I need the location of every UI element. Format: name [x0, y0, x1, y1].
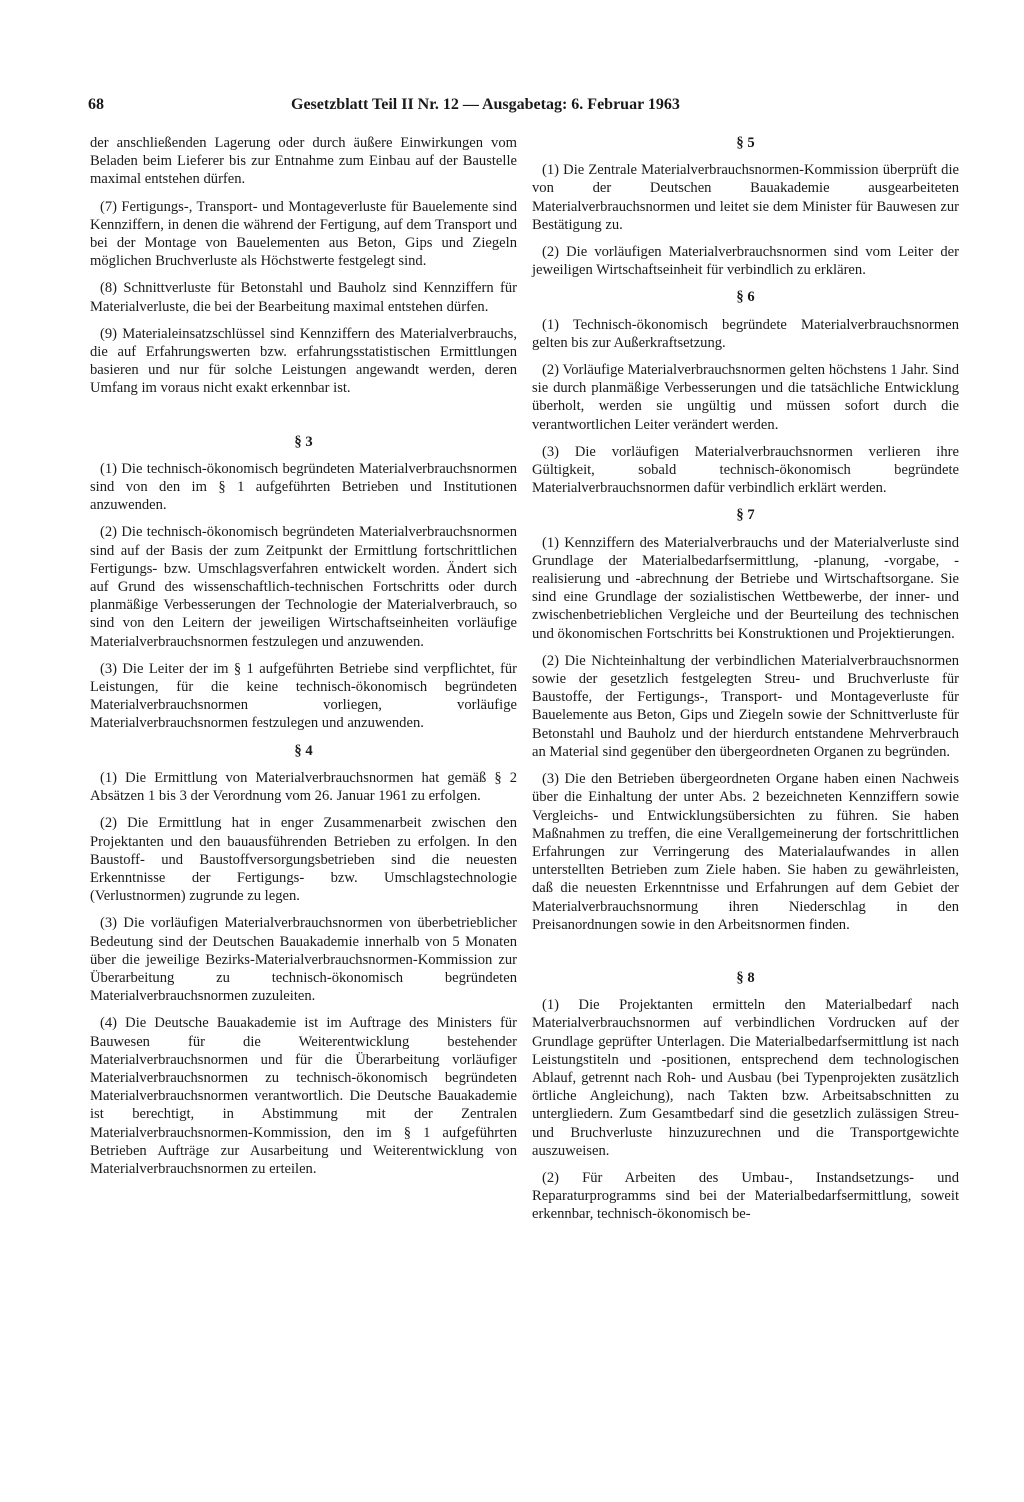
section-8-heading: § 8: [736, 969, 755, 986]
paragraph-8: (8) Schnittverluste für Betonstahl und Bauholz sind Kennziffern für Materialverluste, die bei der Bearbeitung maximal entstehen dürfen.: [90, 280, 517, 315]
section-4-paragraph-4: (4) Die Deutsche Bauakademie ist im Auftrage des Ministers für Bauwesen für die Weiterentwicklung bestehender Materialverbrauchsnormen und für die Überarbeitung vorläufiger Materialverbrauchsnormen zu technisch-ökonomisch begründeten Materialverbrauchsnormen verantwortlich. Die Deutsche Bauakademie ist berechtigt, in Abstimmung mit der Zentralen Materialverbrauchsnormen-Kommission, den im § 1 aufgeführten Betrieben Aufträge zur Ausarbeitung und Weiterentwicklung von Materialverbrauchsnormen zu erteilen.: [90, 1015, 517, 1177]
paragraph-continued: der anschließenden Lagerung oder durch äußere Einwirkungen vom Beladen beim Lieferer bis zur Entnahme zum Einbau auf der Baustelle maximal entstehen dürfen.: [90, 135, 517, 188]
spacer: [532, 943, 959, 961]
section-4-paragraph-2: (2) Die Ermittlung hat in enger Zusammenarbeit zwischen den Projektanten und den bauausführenden Betrieben zu erfolgen. In den Baustoff- und Baustoffversorgungsbetrieben sind die neuesten Erkenntnisse der Fertigungs- bzw. Umschlagstechnologie (Verlustnormen) zugrunde zu legen.: [90, 815, 517, 905]
section-7-paragraph-1: (1) Kennziffern des Materialverbrauchs und der Materialverluste sind Grundlage der Materialbedarfsermittlung, -planung, -vorgabe, -realisierung und -abrechnung der Betriebe und Wirtschaftsorgane. Sie sind eine Grundlage der sozialistischen Wettbewerbe, der inner- und zwischenbetrieblichen Vergleiche und der Beurteilung des technischen und ökonomischen Fortschritts bei Konstruktionen und Projektierungen.: [532, 534, 959, 642]
section-3-paragraph-2: (2) Die technisch-ökonomisch begründeten Materialverbrauchsnormen sind auf der Basis der zum Zeitpunkt der Ermittlung fortschrittlichen Fertigungs- bzw. Umschlagsverfahren entwickelt worden. Ändert sich auf Grund des wissenschaftlich-technischen Fortschritts oder durch planmäßige Verbesserungen der Technologie der Materialverbrauch, so sind von den Leitern der jeweiligen Wirtschaftseinheiten vorläufige Materialverbrauchsnormen festzulegen und anzuwenden.: [90, 524, 517, 650]
section-5-heading: § 5: [736, 135, 755, 151]
section-8-paragraph-2: (2) Für Arbeiten des Umbau-, Instandsetzungs- und Reparaturprogramms sind bei der Materialbedarfsermittlung, soweit erkennbar, technisch-ökonomisch be-: [532, 1169, 959, 1223]
section-4-heading: § 4: [294, 742, 313, 759]
section-7-paragraph-2: (2) Die Nichteinhaltung der verbindlichen Materialverbrauchsnormen sowie der gesetzlich festgelegten Streu- und Bruchverluste für Baustoffe, der Fertigungs-, Transport- und Montageverluste für Bauelemente aus Beton, Gips und Ziegeln sowie der Schnittverluste für Betonstahl und Bauholz und der hierdurch entstandene Mehrverbrauch an Material sind gegenüber den übergeordneten Organen zu begründen.: [532, 652, 959, 760]
section-7-paragraph-3: (3) Die den Betrieben übergeordneten Organe haben einen Nachweis über die Einhaltung der unter Abs. 2 bezeichneten Kennziffern sowie Vergleichs- und Entwicklungsübersichten zu führen. Sie haben Maßnahmen zu treffen, die eine Verallgemeinerung der fortschrittlichen Erfahrungen zur Verringerung des Materialaufwandes in allen unterstellten Betrieben zum Ziele haben. Sie haben zu gewährleisten, daß die neuesten Erkenntnisse und Erfahrungen auf dem Gebiet der Materialverbrauchsnormung ihren Niederschlag in den Preisanordnungen sowie in den Arbeitsnormen finden.: [532, 771, 959, 933]
paragraph-7: (7) Fertigungs-, Transport- und Montageverluste für Bauelemente sind Kennziffern, in denen die während der Fertigung, auf dem Transport und bei der Montage von Bauelementen aus Beton, Gips und Ziegeln möglichen Bruchverluste als Höchstwerte festgelegt sind.: [90, 198, 517, 270]
section-5-paragraph-1: (1) Die Zentrale Materialverbrauchsnormen-Kommission überprüft die von der Deutschen Bauakademie ausgearbeiteten Materialverbrauchsnormen und leitet sie dem Minister für Bauwesen zur Bestätigung zu.: [532, 162, 959, 233]
section-6-heading: § 6: [736, 289, 755, 306]
section-3-heading: § 3: [294, 433, 313, 450]
page-header: [88, 96, 764, 120]
paragraph-9: (9) Materialeinsatzschlüssel sind Kennziffern des Materialverbrauchs, die auf Erfahrungswerten bzw. erfahrungsstatistischen Ermittlungen basieren und nur für solche Leistungen angewandt werden, deren Umfang im voraus nicht exakt erkennbar ist.: [90, 325, 517, 397]
section-5-paragraph-2: (2) Die vorläufigen Materialverbrauchsnormen sind vom Leiter der jeweiligen Wirtschaftseinheit für verbindlich zu erklären.: [532, 244, 959, 279]
section-6-paragraph-1: (1) Technisch-ökonomisch begründete Materialverbrauchsnormen gelten bis zur Außerkraftsetzung.: [532, 316, 959, 351]
section-4-paragraph-1: (1) Die Ermittlung von Materialverbrauchsnormen hat gemäß § 2 Absätzen 1 bis 3 der Verordnung vom 26. Januar 1961 zu erfolgen.: [90, 769, 517, 805]
left-column: [90, 134, 517, 1187]
section-6-paragraph-3: (3) Die vorläufigen Materialverbrauchsnormen verlieren ihre Gültigkeit, sobald technisch-ökonomisch begründete Materialverbrauchsnormen dafür verbindlich erklärt werden.: [532, 443, 959, 497]
section-8-paragraph-1: (1) Die Projektanten ermitteln den Materialbedarf nach Materialverbrauchsnormen auf verbindlichen Vordrucken auf der Grundlage geprüfter Unterlagen. Die Materialbedarfsermittlung ist nach Leistungstiteln und -positionen, entsprechend dem technologischen Ablauf, getrennt nach Roh- und Ausbau (bei Typenprojekten zusätzlich örtliche Angleichung), nach Takten bzw. Arbeitsabschnitten zu untergliedern. Zum Gesamtbedarf sind die gesetzlich zulässigen Streu- und Bruchverluste hinzuzurechnen und die Transportgewichte auszuweisen.: [532, 997, 959, 1159]
spacer: [90, 407, 517, 425]
section-3-paragraph-1: (1) Die technisch-ökonomisch begründeten Materialverbrauchsnormen sind von den im § 1 aufgeführten Betrieben und Institutionen anzuwenden.: [90, 460, 517, 514]
section-4-paragraph-3: (3) Die vorläufigen Materialverbrauchsnormen von überbetrieblicher Bedeutung sind der Deutschen Bauakademie innerhalb von 5 Monaten über die jeweilige Bezirks-Materialverbrauchsnormen-Kommission zur Überarbeitung zu technisch-ökonomisch begründeten Materialverbrauchsnormen zuzuleiten.: [90, 915, 517, 1005]
running-title: Gesetzblatt Teil II Nr. 12 — Ausgabetag: 6. Februar 1963: [291, 96, 680, 113]
right-column: [532, 134, 959, 1233]
section-3-paragraph-3: (3) Die Leiter der im § 1 aufgeführten Betriebe sind verpflichtet, für Leistungen, für die keine technisch-ökonomisch begründeten Materialverbrauchsnormen vorliegen, vorläufige Materialverbrauchsnormen festzulegen und anzuwenden.: [90, 660, 517, 732]
section-7-heading: § 7: [736, 507, 755, 524]
page-number: 68: [88, 96, 104, 113]
section-6-paragraph-2: (2) Vorläufige Materialverbrauchsnormen gelten höchstens 1 Jahr. Sind sie durch planmäßige Verbesserungen und die tatsächliche Entwicklung überholt, werden sie ungültig und müssen sofort durch die verantwortlichen Leiter verändert werden.: [532, 362, 959, 433]
